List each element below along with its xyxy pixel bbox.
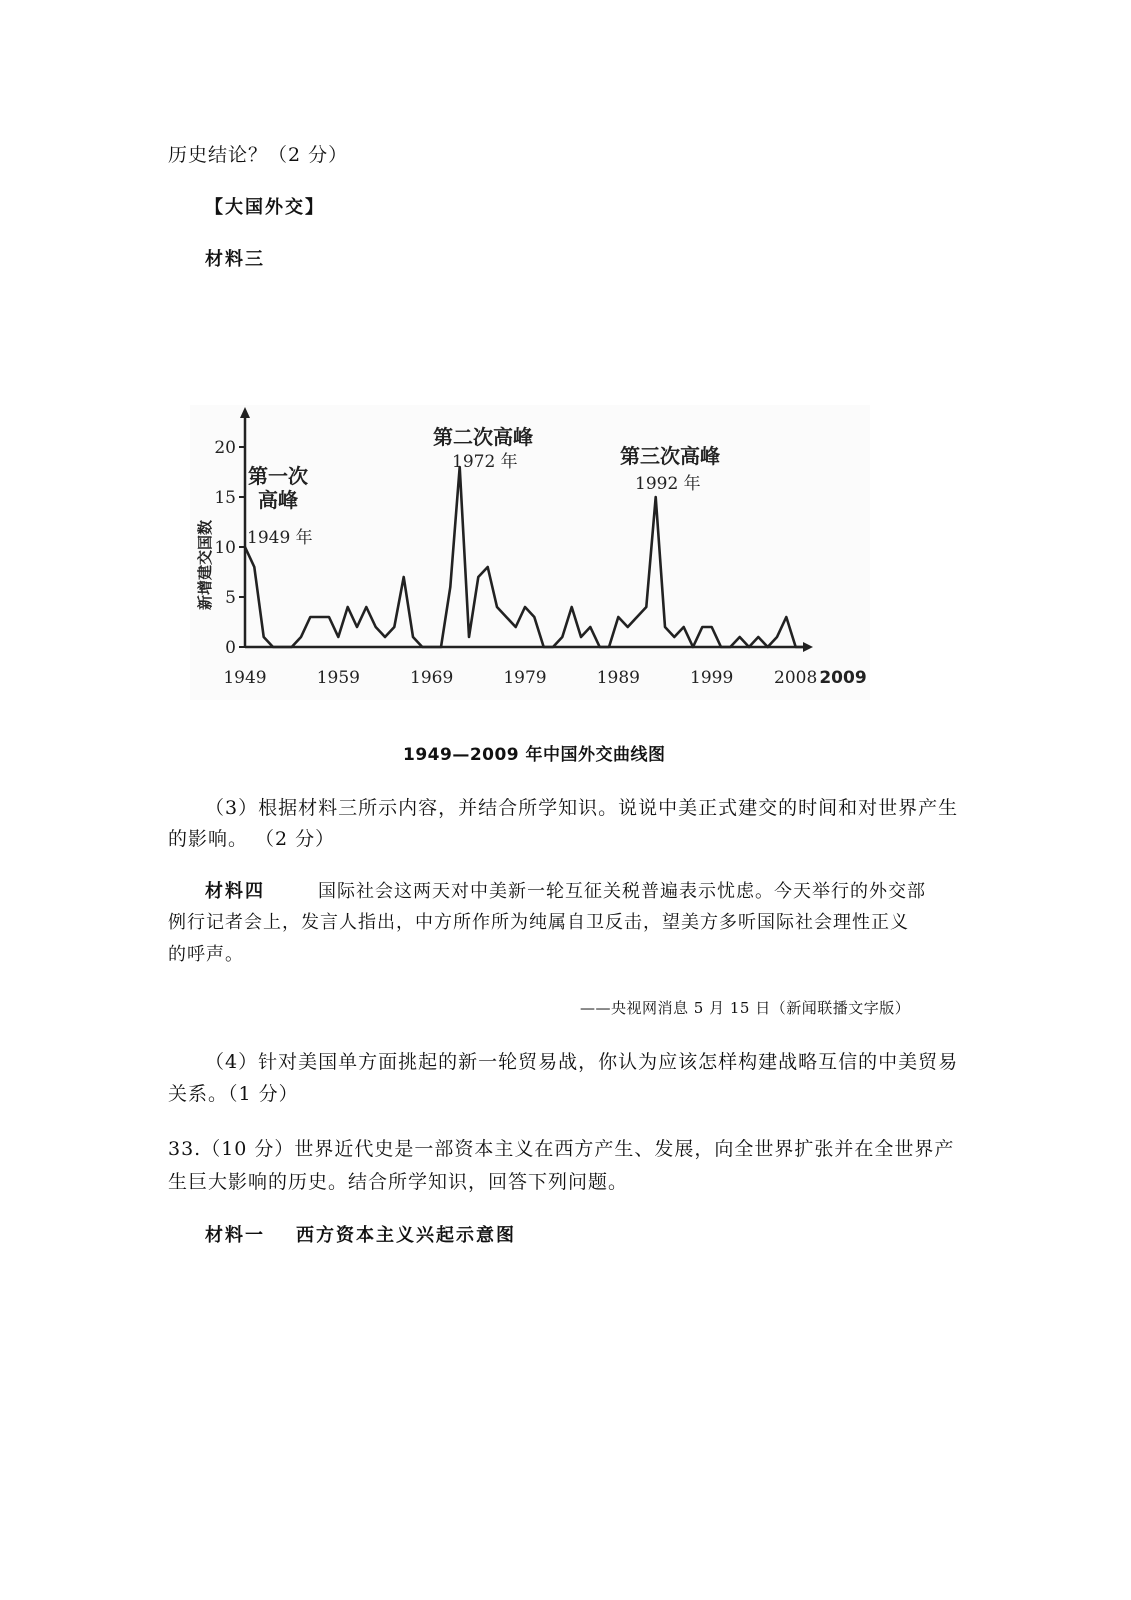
x-tick-label: 1969 bbox=[410, 668, 454, 688]
q33-line2: 生巨大影响的历史。结合所学知识，回答下列问题。 bbox=[168, 1171, 629, 1193]
y-tick-label: 0 bbox=[225, 638, 236, 658]
data-point bbox=[356, 626, 358, 628]
material4-line1: 国际社会这两天对中美新一轮互征关税普遍表示忧虑。今天举行的外交部 bbox=[318, 881, 926, 902]
data-point bbox=[384, 636, 386, 638]
data-point bbox=[310, 616, 312, 618]
x-tick-label: 2009 bbox=[819, 668, 867, 688]
data-point bbox=[282, 646, 284, 648]
y-tick-label: 15 bbox=[214, 488, 236, 508]
data-point bbox=[478, 576, 480, 578]
data-point bbox=[636, 616, 638, 618]
data-point bbox=[702, 626, 704, 628]
material4-label: 材料四 bbox=[205, 881, 265, 902]
material1-title: 西方资本主义兴起示意图 bbox=[296, 1225, 516, 1246]
q3-line1: （3）根据材料三所示内容，并结合所学知识。说说中美正式建交的时间和对世界产生 bbox=[205, 797, 959, 819]
data-point bbox=[244, 546, 246, 548]
data-point bbox=[338, 636, 340, 638]
data-point bbox=[739, 636, 741, 638]
data-point bbox=[506, 616, 508, 618]
data-point bbox=[627, 626, 629, 628]
y-tick-label: 5 bbox=[225, 588, 236, 608]
x-tick-label: 1949 bbox=[223, 668, 267, 688]
y-tick-label: 10 bbox=[214, 538, 236, 558]
data-point bbox=[758, 636, 760, 638]
data-point bbox=[655, 496, 657, 498]
y-tick-label: 20 bbox=[214, 438, 236, 458]
data-point bbox=[319, 616, 321, 618]
data-point bbox=[487, 566, 489, 568]
data-point bbox=[254, 566, 256, 568]
data-point bbox=[412, 636, 414, 638]
data-point bbox=[263, 636, 265, 638]
data-point bbox=[543, 646, 545, 648]
data-point bbox=[786, 616, 788, 618]
data-point bbox=[692, 646, 694, 648]
data-point bbox=[730, 646, 732, 648]
peak1-year: 1949 年 bbox=[247, 528, 313, 548]
data-point bbox=[674, 636, 676, 638]
data-point bbox=[683, 626, 685, 628]
data-point bbox=[403, 576, 405, 578]
data-point bbox=[552, 646, 554, 648]
data-point bbox=[291, 646, 293, 648]
data-point bbox=[524, 606, 526, 608]
x-tick-label: 1959 bbox=[316, 668, 360, 688]
data-point bbox=[328, 616, 330, 618]
data-point bbox=[562, 636, 564, 638]
data-point bbox=[375, 626, 377, 628]
data-point bbox=[496, 606, 498, 608]
data-point bbox=[748, 646, 750, 648]
data-point bbox=[804, 646, 806, 648]
data-point bbox=[468, 636, 470, 638]
material4-line3: 的呼声。 bbox=[168, 944, 244, 965]
material4-source: ——央视网消息 5 月 15 日（新闻联播文字版） bbox=[580, 999, 911, 1017]
data-point bbox=[711, 626, 713, 628]
q33-line1: 33.（10 分）世界近代史是一部资本主义在西方产生、发展，向全世界扩张并在全世界产 bbox=[168, 1138, 955, 1160]
y-axis-arrow bbox=[240, 407, 250, 418]
data-point bbox=[795, 646, 797, 648]
data-point bbox=[534, 616, 536, 618]
data-point bbox=[618, 616, 620, 618]
material4-line2: 例行记者会上，发言人指出，中方所作所为纯属自卫反击，望美方多听国际社会理性正义 bbox=[168, 912, 909, 933]
q3-line2: 的影响。 （2 分） bbox=[168, 828, 336, 850]
chart-caption: 1949—2009 年中国外交曲线图 bbox=[403, 745, 666, 765]
peak2-year: 1972 年 bbox=[452, 452, 518, 472]
x-tick-label: 1979 bbox=[503, 668, 547, 688]
data-point bbox=[590, 626, 592, 628]
peak3-label: 第三次高峰 bbox=[620, 444, 720, 468]
x-tick-label: 1999 bbox=[690, 668, 734, 688]
peak3-year: 1992 年 bbox=[635, 474, 701, 494]
data-point bbox=[347, 606, 349, 608]
data-point bbox=[720, 646, 722, 648]
data-point bbox=[776, 636, 778, 638]
data-point bbox=[599, 646, 601, 648]
data-point bbox=[431, 646, 433, 648]
data-point bbox=[580, 636, 582, 638]
x-tick-label: 1989 bbox=[596, 668, 640, 688]
data-point bbox=[571, 606, 573, 608]
material3-label: 材料三 bbox=[205, 249, 265, 270]
data-point bbox=[664, 626, 666, 628]
section-heading: 【大国外交】 bbox=[205, 197, 325, 218]
data-point bbox=[366, 606, 368, 608]
peak1-label-2: 高峰 bbox=[258, 488, 298, 512]
data-point bbox=[515, 626, 517, 628]
material1-label: 材料一 bbox=[205, 1225, 265, 1246]
data-point bbox=[646, 606, 648, 608]
data-point bbox=[300, 636, 302, 638]
series-line bbox=[245, 467, 805, 647]
data-point bbox=[608, 646, 610, 648]
q4-line2: 关系。（1 分） bbox=[168, 1083, 299, 1105]
q4-line1: （4）针对美国单方面挑起的新一轮贸易战，你认为应该怎样构建战略互信的中美贸易 bbox=[205, 1051, 959, 1073]
data-point bbox=[767, 646, 769, 648]
foreign-relations-line-chart bbox=[190, 405, 870, 700]
peak2-label: 第二次高峰 bbox=[433, 425, 533, 449]
data-point bbox=[450, 586, 452, 588]
top-line: 历史结论？（2 分） bbox=[168, 144, 349, 166]
y-axis-label: 新增建交国数 bbox=[196, 519, 214, 610]
data-point bbox=[440, 646, 442, 648]
x-tick-label: 2008 bbox=[774, 668, 818, 688]
data-point bbox=[422, 646, 424, 648]
data-point bbox=[394, 626, 396, 628]
peak1-label: 第一次 bbox=[248, 464, 308, 488]
data-point bbox=[272, 646, 274, 648]
